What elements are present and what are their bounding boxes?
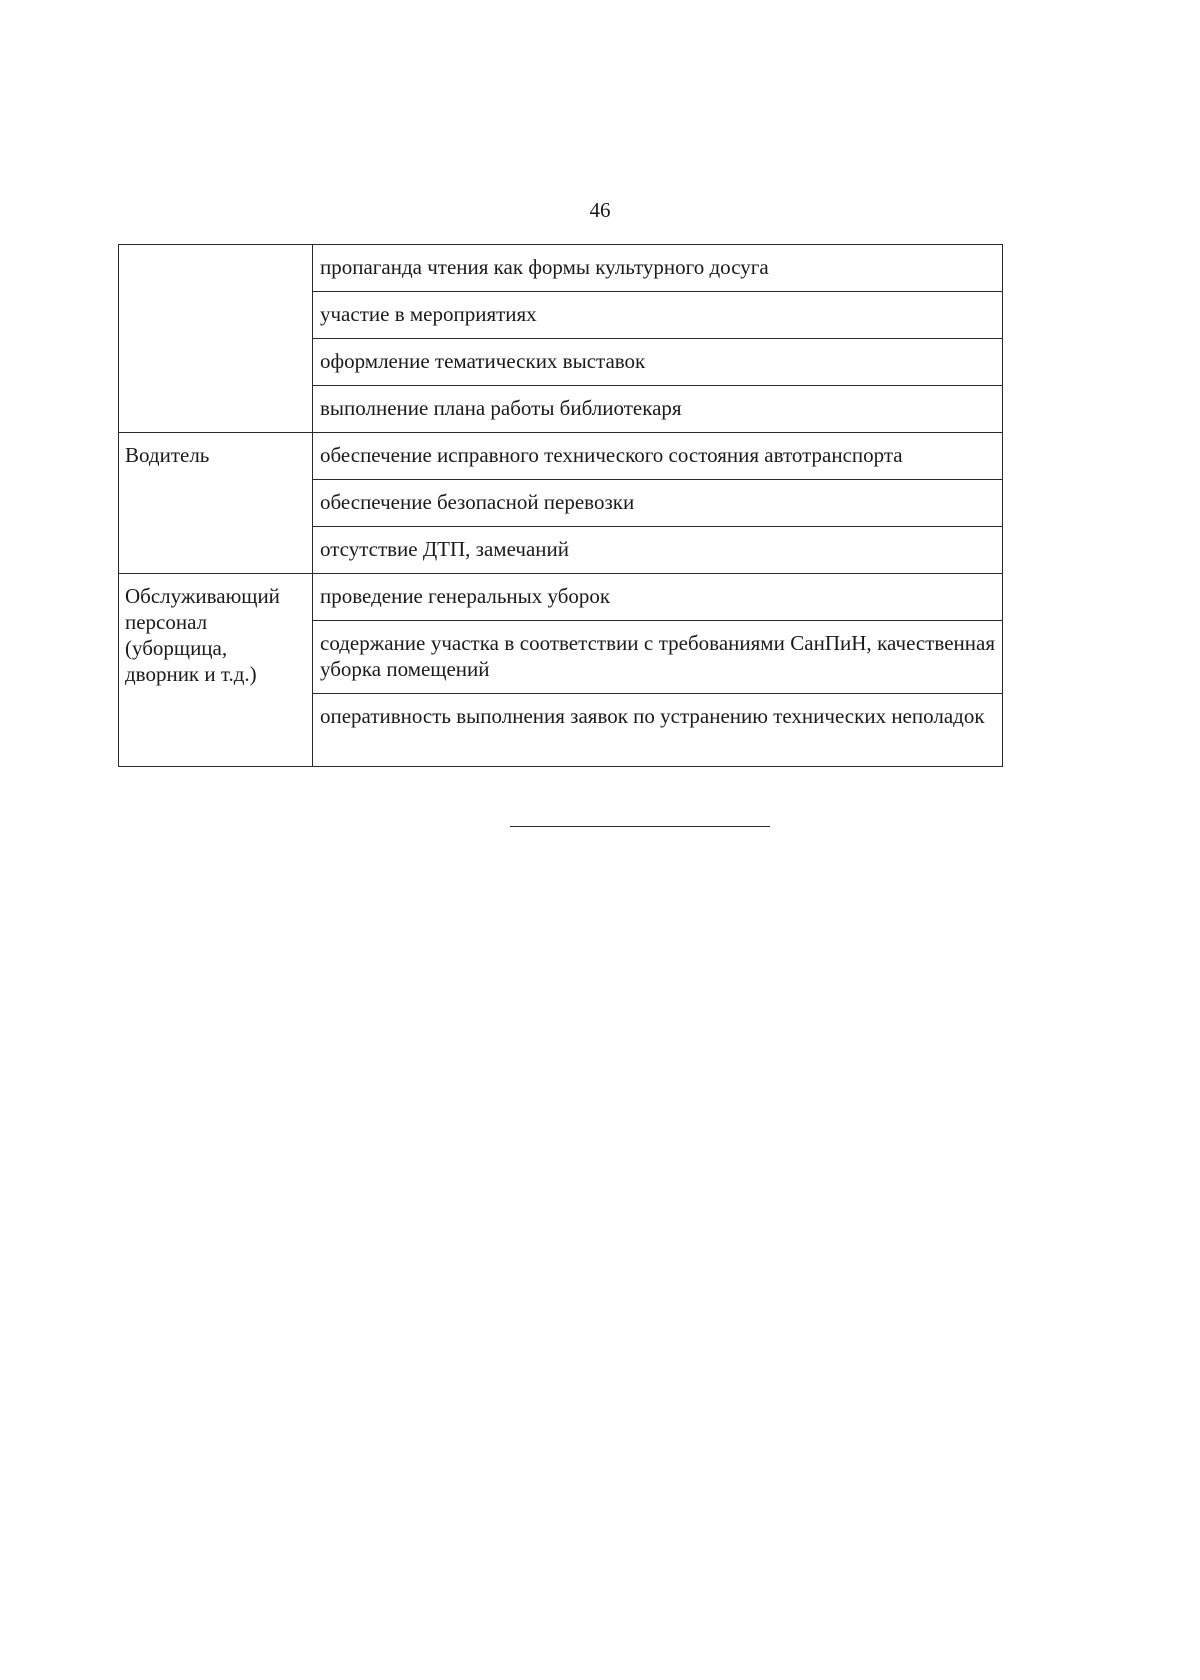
criterion-cell: проведение генеральных уборок	[313, 574, 1003, 621]
criteria-table	[118, 244, 1003, 767]
role-cell	[119, 245, 313, 433]
role-cell: Обслуживающий персонал (уборщица, дворник и т.д.)	[119, 574, 313, 767]
criterion-cell: отсутствие ДТП, замечаний	[313, 527, 1003, 574]
criterion-cell: пропаганда чтения как формы культурного досуга	[313, 245, 1003, 292]
end-of-document-rule	[510, 826, 770, 827]
criterion-cell: участие в мероприятиях	[313, 292, 1003, 339]
criterion-cell: содержание участка в соответствии с требованиями СанПиН, качественная уборка помещений	[313, 621, 1003, 694]
criterion-cell: обеспечение исправного технического состояния автотранспорта	[313, 433, 1003, 480]
criterion-cell: оформление тематических выставок	[313, 339, 1003, 386]
role-cell: Водитель	[119, 433, 313, 574]
table-row	[119, 574, 1003, 621]
table-row	[119, 245, 1003, 292]
criterion-cell: выполнение плана работы библиотекаря	[313, 386, 1003, 433]
table-row	[119, 433, 1003, 480]
criterion-cell: оперативность выполнения заявок по устранению технических неполадок	[313, 694, 1003, 767]
criterion-cell: обеспечение безопасной перевозки	[313, 480, 1003, 527]
page-number: 46	[589, 198, 611, 222]
